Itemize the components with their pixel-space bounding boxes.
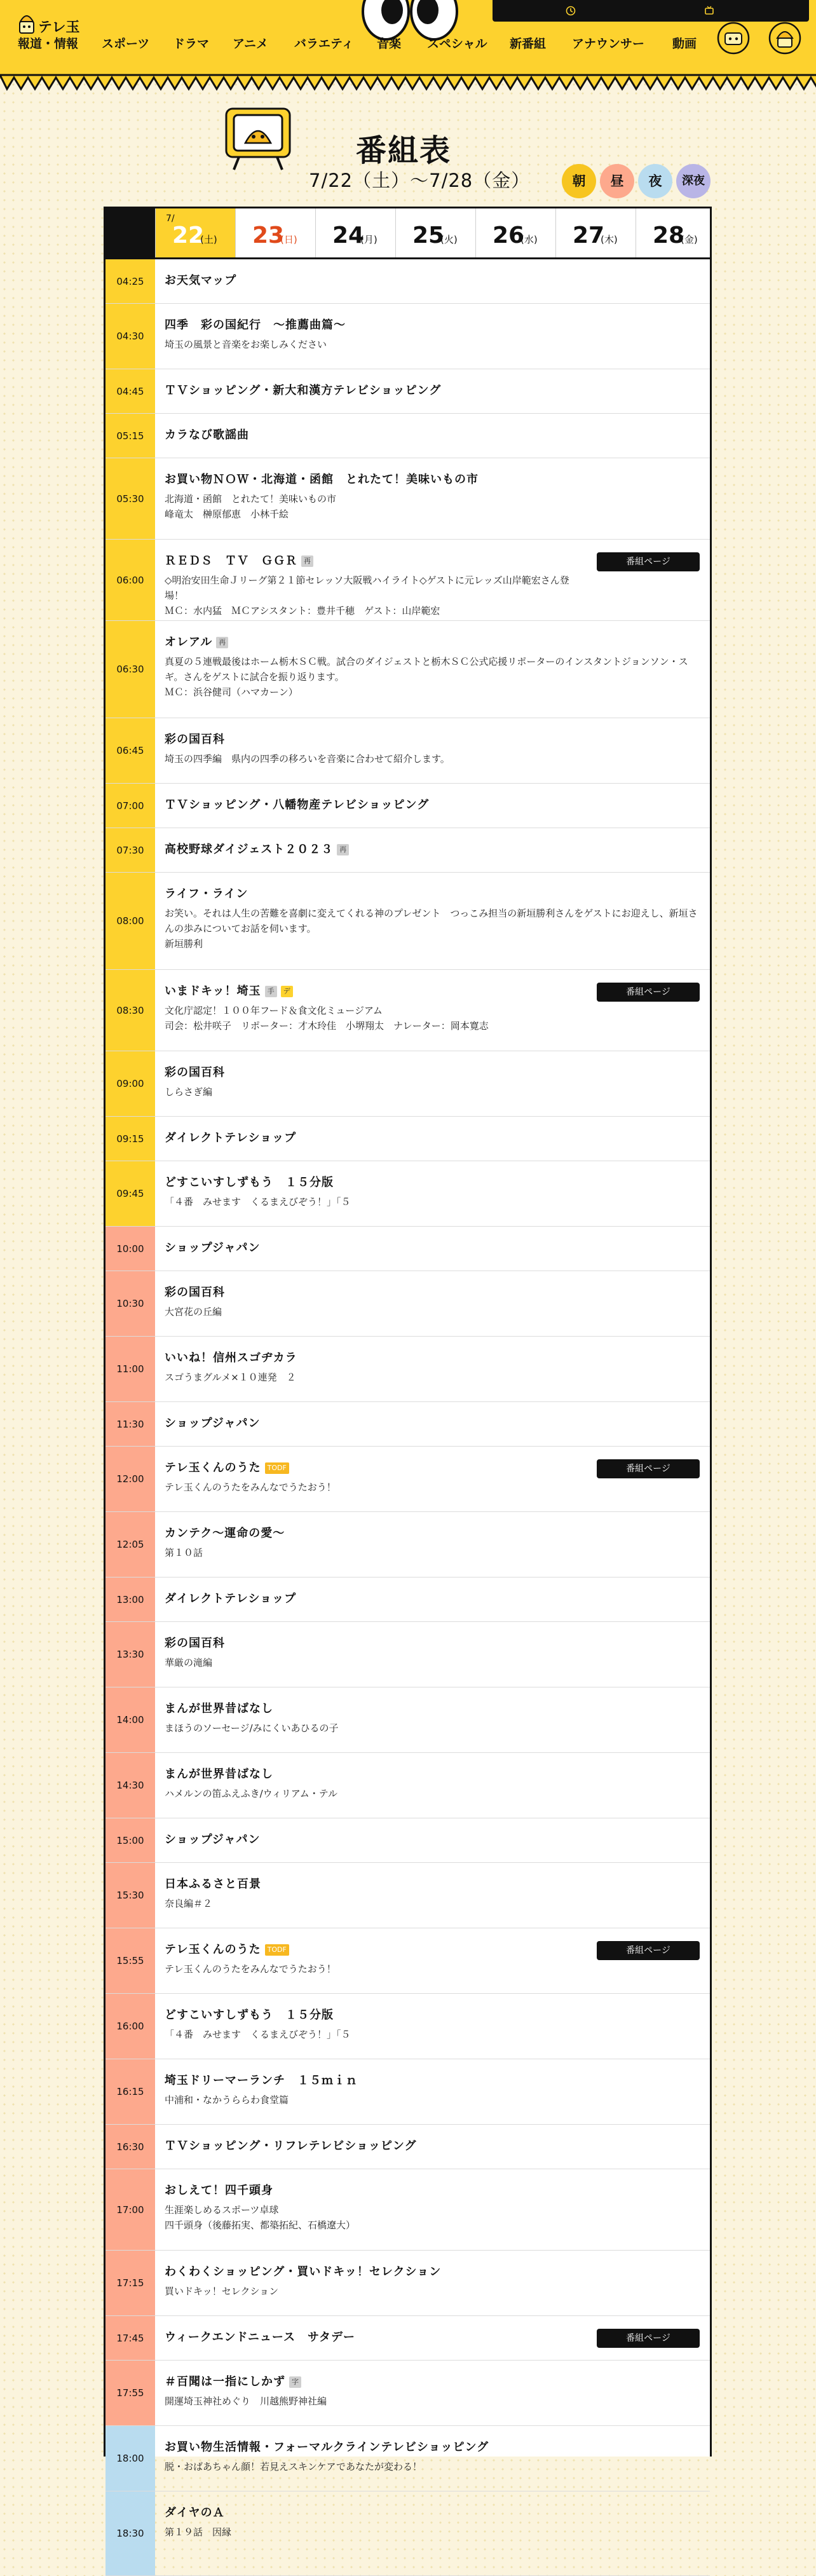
program-badge: 再: [216, 637, 228, 648]
program-description: 中浦和・なかうららわ食堂篇: [165, 2094, 289, 2106]
program-description: しらさぎ編: [165, 1086, 213, 1098]
day-tab-22[interactable]: [155, 208, 235, 257]
program-page-button[interactable]: 番組ページ: [597, 1459, 700, 1478]
filter-late-night-label: 深夜: [682, 174, 705, 187]
program-title-line: [165, 273, 701, 289]
nav-variety[interactable]: バラエティ: [294, 37, 354, 51]
program-title-line: [165, 554, 583, 569]
program-description: 四千頭身（後藤拓実、都築拓紀、石橋遼大）: [165, 2219, 356, 2231]
program-description: 司会：松井咲子 リポーター：才木玲佳 小堺翔太 ナレーター：岡本寛志: [165, 1020, 489, 1032]
program-info: [165, 1767, 701, 1801]
program-title: いいね！信州スゴヂカラ: [165, 1351, 297, 1365]
program-description: ◇明治安田生命Ｊリーグ第２１節セレッソ大阪戦ハイライト◇ゲストに元レッズ山岸範宏さん登場！: [165, 575, 569, 601]
program-info: [165, 2330, 583, 2345]
day-tab-weekday: (水): [520, 234, 538, 245]
program-title: ＴＶショッピング・新大和漢方テレビショッピング: [165, 384, 442, 397]
program-row[interactable]: [105, 1622, 710, 1687]
program-time: 06:00: [105, 540, 155, 620]
program-page-button[interactable]: 番組ページ: [597, 552, 700, 571]
program-badge: TODF: [265, 1944, 289, 1956]
program-info: [165, 1526, 701, 1560]
program-info: [165, 984, 583, 1033]
program-time: 15:55: [105, 1928, 155, 1993]
clock-icon: [566, 6, 576, 16]
program-row[interactable]: [105, 1512, 710, 1578]
day-tab-28[interactable]: [636, 208, 716, 257]
program-title: わくわくショッピング・買いドキッ！セレクション: [165, 2265, 442, 2279]
program-row[interactable]: [105, 1818, 710, 1863]
program-time: 04:25: [105, 259, 155, 303]
program-title: オレアル: [165, 636, 213, 649]
program-title-line: [165, 2505, 701, 2521]
program-title: 日本ふるさと百景: [165, 1877, 261, 1891]
program-row[interactable]: [105, 970, 710, 1051]
program-description: 脱・おばあちゃん顔！若見えスキンケアであなたが変わる！: [165, 2461, 423, 2472]
program-badge: 再: [337, 844, 349, 855]
program-row[interactable]: [105, 784, 710, 828]
program-time: 07:00: [105, 784, 155, 828]
program-info: [165, 273, 701, 289]
program-title-line: [165, 472, 701, 487]
program-title: まんが世界昔ばなし: [165, 1702, 273, 1715]
day-tab-weekday: (木): [601, 234, 618, 245]
program-title: おしえて！四千頭身: [165, 2184, 273, 2197]
main-navigation: [18, 34, 717, 53]
program-page-button[interactable]: 番組ページ: [597, 1941, 700, 1960]
program-title: どすこいすしずもう １５分版: [165, 2008, 334, 2022]
program-info: [165, 842, 701, 857]
program-time: 09:45: [105, 1161, 155, 1226]
program-schedule: [104, 207, 712, 2539]
program-description: まほうのソーセージ/みにくいあひるの子: [165, 1722, 339, 1734]
day-tab-26[interactable]: [475, 208, 555, 257]
program-time: 18:30: [105, 2491, 155, 2575]
program-time: 13:00: [105, 1578, 155, 1621]
nav-special[interactable]: スペシャル: [427, 37, 487, 51]
tv-mascot-icon: [222, 105, 294, 172]
program-title-line: [165, 1285, 701, 1300]
program-info: [165, 1461, 583, 1495]
program-info: [165, 1285, 701, 1319]
program-title-line: [165, 2073, 701, 2089]
program-title-line: [165, 1065, 701, 1080]
program-title: カンテク〜運命の愛〜: [165, 1527, 285, 1540]
program-info: [165, 2008, 701, 2042]
program-row[interactable]: [105, 1753, 710, 1818]
program-page-button[interactable]: 番組ページ: [597, 2329, 700, 2348]
program-description: 大宮花の丘編: [165, 1306, 222, 1318]
program-description: 埼玉の四季編 県内の四季の移ろいを音楽に合わせて紹介します。: [165, 753, 450, 765]
program-info: [165, 1131, 701, 1146]
program-title: 埼玉ドリーマーランチ １５ｍｉｎ: [165, 2074, 358, 2087]
program-time: 05:15: [105, 414, 155, 458]
program-row[interactable]: [105, 540, 710, 621]
program-title-line: [165, 798, 701, 813]
program-info: [165, 2265, 701, 2299]
program-row[interactable]: [105, 718, 710, 784]
program-title: まんが世界昔ばなし: [165, 1768, 273, 1781]
program-title-line: [165, 318, 701, 333]
program-description: スゴうまグルメ×１０連発 ２: [165, 1372, 296, 1383]
program-time: 12:00: [105, 1447, 155, 1511]
day-tab-weekday: (金): [681, 234, 698, 245]
program-time: 14:30: [105, 1753, 155, 1818]
program-time: 16:15: [105, 2059, 155, 2124]
program-info: [165, 1591, 701, 1607]
program-title-line: [165, 1832, 701, 1848]
program-title-line: [165, 2183, 701, 2198]
program-row[interactable]: [105, 259, 710, 304]
program-title-line: [165, 1636, 701, 1651]
mascot-badge-2-icon[interactable]: [768, 19, 802, 57]
program-info: [165, 1241, 701, 1256]
day-tab-date: 25: [412, 222, 445, 249]
program-title: ショップジャパン: [165, 1241, 261, 1255]
day-tab-weekday: (日): [280, 234, 297, 245]
program-time: 11:00: [105, 1337, 155, 1401]
program-title-line: [165, 842, 701, 857]
program-title-line: [165, 428, 701, 443]
program-title-line: [165, 2330, 583, 2345]
program-title-line: [165, 383, 701, 399]
program-title: ＴＶショッピング・リフレテレビショッピング: [165, 2139, 417, 2153]
program-title: ダイヤのＡ: [165, 2506, 225, 2519]
program-description: 北海道・函館 とれたて！美味いもの市: [165, 493, 337, 505]
program-row[interactable]: [105, 2125, 710, 2169]
day-tabs-corner: [105, 208, 155, 257]
nav-news[interactable]: 報道・情報: [18, 37, 79, 51]
program-title: お買い物生活情報・フォーマルクラインテレビショッピング: [165, 2441, 489, 2454]
program-badge: 再: [301, 555, 313, 567]
program-time: 10:00: [105, 1227, 155, 1271]
program-time: 11:30: [105, 1402, 155, 1446]
program-info: [165, 2440, 701, 2474]
program-description: 真夏の５連戦最後はホーム栃木ＳＣ戦。試合のダイジェストと栃木ＳＣ公式応援リポーターのインスタントジョンソン・スギ。さんをゲストに試合を振り返ります。: [165, 656, 688, 683]
program-badge: 手: [265, 986, 277, 997]
program-time: 17:55: [105, 2361, 155, 2425]
program-info: [165, 1636, 701, 1670]
program-row[interactable]: [105, 1161, 710, 1227]
program-row[interactable]: [105, 1337, 710, 1402]
program-info: [165, 554, 583, 618]
program-info: [165, 887, 701, 951]
nav-announcers[interactable]: アナウンサー: [572, 37, 645, 51]
program-title: 四季 彩の国紀行 〜推薦曲篇〜: [165, 318, 346, 332]
program-info: [165, 2139, 701, 2154]
program-title: ダイレクトテレショップ: [165, 1592, 297, 1605]
page-title: 番組表: [356, 133, 452, 168]
program-info: [165, 1701, 701, 1736]
program-info: [165, 2183, 701, 2233]
program-time: 12:05: [105, 1512, 155, 1577]
program-badge: デ: [281, 986, 293, 997]
program-time: 04:30: [105, 304, 155, 369]
program-title: 彩の国百科: [165, 1286, 225, 1299]
program-title: ＴＶショッピング・八幡物産テレビショッピング: [165, 798, 430, 812]
program-title: テレ玉くんのうた: [165, 1943, 261, 1956]
day-tab-date: 27: [573, 222, 605, 249]
header-zigzag-edge: [0, 75, 816, 94]
program-row[interactable]: [105, 1994, 710, 2059]
program-time: 17:00: [105, 2169, 155, 2250]
program-info: [165, 2073, 701, 2108]
program-title: ショップジャパン: [165, 1417, 261, 1430]
program-description: 「４番 みせます くるまえびぞう！」「５: [165, 2029, 351, 2040]
program-title-line: [165, 887, 701, 902]
day-tab-25[interactable]: [395, 208, 475, 257]
program-title: いまドキッ！埼玉: [165, 985, 261, 998]
program-info: [165, 428, 701, 443]
site-header: [0, 0, 816, 95]
program-time: 15:30: [105, 1863, 155, 1928]
program-info: [165, 1175, 701, 1210]
program-info: [165, 2505, 701, 2540]
program-description: 文化庁認定！１００年フード＆食文化ミュージアム: [165, 1005, 383, 1016]
program-time: 08:30: [105, 970, 155, 1051]
program-row[interactable]: [105, 414, 710, 458]
program-row[interactable]: [105, 1687, 710, 1753]
program-info: [165, 635, 701, 700]
program-title-line: [165, 1416, 701, 1431]
program-description: テレ玉くんのうたをみんなでうたおう！: [165, 1963, 336, 1975]
program-time: 15:00: [105, 1818, 155, 1862]
program-description: 「４番 みせます くるまえびぞう！」「５: [165, 1196, 351, 1208]
program-title: 高校野球ダイジェスト２０２３: [165, 843, 334, 856]
program-time: 05:30: [105, 458, 155, 539]
program-description: お笑い。それは人生の苦難を喜劇に変えてくれる神のプレゼント つっこみ担当の新垣勝利さんをゲストにお迎えし、新垣さんの歩みについてお話を伺います。: [165, 908, 698, 934]
program-description: 華厳の滝編: [165, 1657, 213, 1668]
program-description: 第１９話 因縁: [165, 2526, 232, 2538]
program-info: [165, 798, 701, 813]
program-title: ウィークエンドニュース サタデー: [165, 2331, 356, 2344]
program-title: ＲＥＤＳ ＴＶ ＧＧＲ: [165, 554, 297, 568]
program-title: どすこいすしずもう １５分版: [165, 1176, 334, 1189]
filter-night-label: 夜: [648, 174, 662, 189]
program-description: ＭＣ：水内猛 ＭＣアシスタント：豊井千穂 ゲスト：山岸範宏: [165, 605, 440, 617]
program-title-line: [165, 1767, 701, 1782]
mascot-badge-icon[interactable]: [716, 19, 751, 57]
program-row[interactable]: [105, 1051, 710, 1117]
program-row[interactable]: [105, 621, 710, 718]
program-row[interactable]: [105, 1117, 710, 1161]
program-description: 埼玉の風景と音楽をお楽しみください: [165, 339, 327, 350]
program-row[interactable]: [105, 1227, 710, 1271]
program-description: 第１０話: [165, 1547, 203, 1558]
program-row[interactable]: [105, 2426, 710, 2491]
program-title-line: [165, 1942, 583, 1958]
program-title-line: [165, 1591, 701, 1607]
program-row[interactable]: [105, 2316, 710, 2361]
program-description: ＭＣ：浜谷健司（ハマカーン）: [165, 686, 298, 698]
program-row[interactable]: [105, 1447, 710, 1512]
program-time: 09:00: [105, 1051, 155, 1116]
day-tab-month: 7/: [166, 214, 175, 224]
day-tab-date: 22: [172, 222, 205, 249]
program-page-button[interactable]: 番組ページ: [597, 983, 700, 1002]
program-time: 09:15: [105, 1117, 155, 1161]
program-info: [165, 732, 701, 767]
program-time: 06:45: [105, 718, 155, 783]
program-title-line: [165, 635, 701, 650]
day-tab-weekday: (火): [440, 234, 458, 245]
program-time: 07:30: [105, 828, 155, 872]
program-title: ＃百聞は一指にしかず: [165, 2375, 285, 2389]
program-row[interactable]: [105, 828, 710, 873]
program-row[interactable]: [105, 2361, 710, 2426]
program-title-line: [165, 1526, 701, 1541]
day-tab-date: 28: [653, 222, 685, 249]
program-description: 生涯楽しめるスポーツ卓球: [165, 2204, 279, 2216]
program-info: [165, 1351, 701, 1385]
nav-new-programs[interactable]: 新番組: [510, 37, 547, 51]
program-title: 彩の国百科: [165, 1637, 225, 1650]
nav-anime[interactable]: アニメ: [233, 37, 269, 51]
program-time: 17:15: [105, 2251, 155, 2315]
program-title-line: [165, 1701, 701, 1717]
program-time: 08:00: [105, 873, 155, 969]
program-row[interactable]: [105, 2169, 710, 2251]
program-row[interactable]: [105, 2059, 710, 2125]
day-tab-weekday: (月): [360, 234, 377, 245]
program-time: 10:30: [105, 1271, 155, 1336]
program-time: 17:45: [105, 2316, 155, 2360]
program-title-line: [165, 1175, 701, 1190]
day-tab-date: 24: [332, 222, 365, 249]
program-title: お天気マップ: [165, 274, 237, 287]
day-tab-weekday: (土): [200, 234, 217, 245]
program-info: [165, 383, 701, 399]
program-row[interactable]: [105, 2491, 710, 2576]
program-time: 04:45: [105, 369, 155, 413]
filter-daytime-label: 昼: [610, 174, 624, 189]
program-row[interactable]: [105, 1402, 710, 1447]
program-title-line: [165, 732, 701, 747]
program-row[interactable]: [105, 873, 710, 970]
day-tabs: [105, 208, 710, 259]
program-row[interactable]: [105, 1863, 710, 1928]
program-title: お買い物ＮＯＷ・北海道・函館 とれたて！美味いもの市: [165, 473, 479, 486]
program-title-line: [165, 2265, 701, 2280]
clock-bar[interactable]: [493, 0, 809, 22]
program-description: 買いドキッ！セレクション: [165, 2286, 279, 2297]
program-badge: TODF: [265, 1462, 289, 1474]
program-time: 18:00: [105, 2426, 155, 2491]
program-title: ダイレクトテレショップ: [165, 1131, 297, 1145]
filter-daytime[interactable]: [600, 164, 634, 198]
program-time: 16:30: [105, 2125, 155, 2169]
program-time: 16:00: [105, 1994, 155, 2059]
program-title-line: [165, 1877, 701, 1892]
filter-late-night[interactable]: [676, 164, 711, 198]
program-time: 14:00: [105, 1687, 155, 1752]
program-title-line: [165, 2008, 701, 2023]
program-info: [165, 1942, 583, 1977]
logo-text: テレ玉: [38, 20, 80, 36]
program-row[interactable]: [105, 369, 710, 414]
program-badge: 字: [289, 2376, 301, 2388]
program-time: 06:30: [105, 621, 155, 718]
day-tab-23[interactable]: [235, 208, 315, 257]
program-title: ライフ・ライン: [165, 887, 248, 901]
program-info: [165, 318, 701, 352]
program-info: [165, 472, 701, 522]
program-description: 峰竜太 榊原郁恵 小林千絵: [165, 508, 289, 520]
program-title: 彩の国百科: [165, 733, 225, 746]
day-tab-24[interactable]: [315, 208, 395, 257]
program-title-line: [165, 2139, 701, 2154]
program-title: 彩の国百科: [165, 1066, 225, 1079]
program-row[interactable]: [105, 304, 710, 369]
program-title-line: [165, 984, 583, 999]
program-time: 13:30: [105, 1622, 155, 1687]
program-row[interactable]: [105, 2251, 710, 2316]
program-title: テレ玉くんのうた: [165, 1461, 261, 1475]
date-range: 7/22（土）〜7/28（金）: [309, 170, 531, 191]
nav-videos[interactable]: 動画: [672, 37, 697, 51]
program-title-line: [165, 2375, 701, 2390]
program-description: 新垣勝利: [165, 938, 203, 950]
program-title: ショップジャパン: [165, 1833, 261, 1846]
program-title-line: [165, 1351, 701, 1366]
program-description: 奈良編＃２: [165, 1898, 213, 1909]
program-description: 開運埼玉神社めぐり 川越熊野神社編: [165, 2395, 327, 2407]
program-info: [165, 1416, 701, 1431]
program-title-line: [165, 1241, 701, 1256]
filter-night[interactable]: [638, 164, 672, 198]
program-row[interactable]: [105, 1578, 710, 1622]
tv-icon: [704, 6, 714, 16]
nav-drama[interactable]: ドラマ: [173, 37, 210, 51]
program-title-line: [165, 1461, 583, 1476]
program-info: [165, 1065, 701, 1100]
program-info: [165, 1832, 701, 1848]
filter-morning-label: 朝: [572, 174, 586, 189]
program-row[interactable]: [105, 458, 710, 540]
nav-sports[interactable]: スポーツ: [102, 37, 150, 51]
day-tab-27[interactable]: [555, 208, 636, 257]
program-row[interactable]: [105, 1928, 710, 1994]
program-description: ハメルンの笛ふえふき/ウィリアム・テル: [165, 1788, 337, 1799]
day-tab-date: 23: [252, 222, 285, 249]
program-title-line: [165, 1131, 701, 1146]
program-row[interactable]: [105, 1271, 710, 1337]
program-title: カラなび歌謡曲: [165, 428, 249, 442]
day-tab-date: 26: [493, 222, 525, 249]
nav-music[interactable]: 音楽: [377, 37, 402, 51]
program-description: テレ玉くんのうたをみんなでうたおう！: [165, 1482, 336, 1493]
program-info: [165, 1877, 701, 1911]
filter-morning[interactable]: [562, 164, 596, 198]
program-info: [165, 2375, 701, 2409]
program-title-line: [165, 2440, 701, 2455]
